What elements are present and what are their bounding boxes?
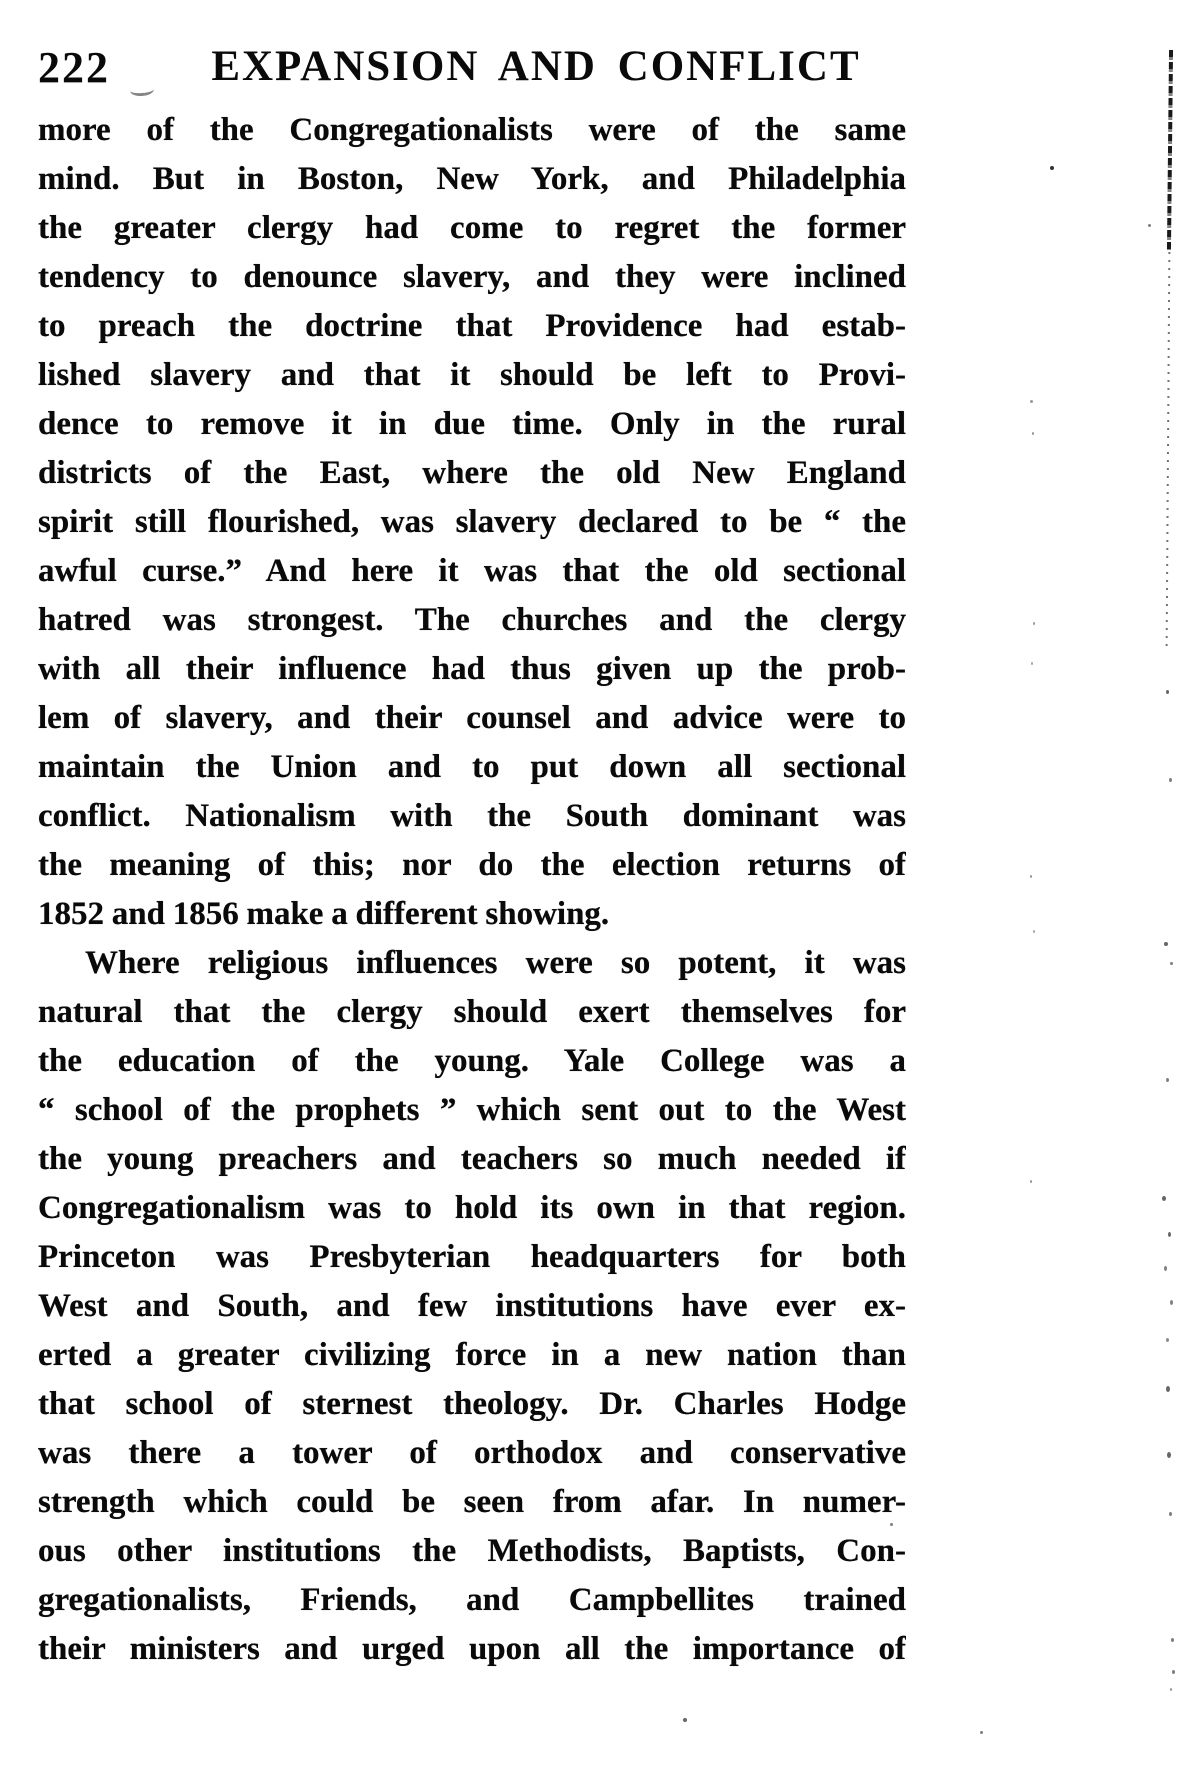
text-line: dence to remove it in due time. Only in the rural bbox=[38, 406, 906, 442]
scan-streak bbox=[1166, 252, 1171, 647]
scan-speck bbox=[1162, 1196, 1166, 1201]
scan-speck bbox=[1030, 400, 1033, 403]
scan-speck bbox=[1166, 1386, 1170, 1392]
text-line: hatred was strongest. The churches and the clergy bbox=[38, 602, 906, 638]
text-block bbox=[38, 106, 906, 1674]
text-line: their ministers and urged upon all the importance of bbox=[38, 1631, 906, 1667]
text-line: the meaning of this; nor do the election returns of bbox=[38, 847, 906, 883]
text-line: was there a tower of orthodox and conservative bbox=[38, 1435, 906, 1471]
scan-speck bbox=[1170, 1688, 1172, 1691]
text-line: lished slavery and that it should be left to Provi- bbox=[38, 357, 906, 393]
scan-smudge bbox=[130, 83, 155, 97]
text-line: the education of the young. Yale College was a bbox=[38, 1043, 906, 1079]
text-line: Princeton was Presbyterian headquarters for both bbox=[38, 1239, 906, 1275]
text-line: conflict. Nationalism with the South dominant was bbox=[38, 798, 906, 834]
scan-speck bbox=[1169, 778, 1172, 782]
text-line: maintain the Union and to put down all sectional bbox=[38, 749, 906, 785]
page-title: EXPANSION AND CONFLICT bbox=[211, 43, 861, 90]
text-line: spirit still flourished, was slavery declared to be “ the bbox=[38, 504, 906, 540]
scan-speck bbox=[1033, 622, 1035, 625]
scan-streak bbox=[1167, 50, 1173, 250]
text-line: more of the Congregationalists were of the same bbox=[38, 112, 906, 148]
paragraph bbox=[38, 939, 906, 1674]
text-line: to preach the doctrine that Providence had estab- bbox=[38, 308, 906, 344]
scan-speck bbox=[1170, 1300, 1173, 1305]
text-line: ous other institutions the Methodists, Baptists, Con- bbox=[38, 1533, 906, 1569]
scan-speck bbox=[683, 1718, 687, 1722]
scan-speck bbox=[1148, 224, 1151, 227]
text-line: districts of the East, where the old New England bbox=[38, 455, 906, 491]
text-line: “ school of the prophets ” which sent out to the West bbox=[38, 1092, 906, 1128]
text-line: Congregationalism was to hold its own in that region. bbox=[38, 1190, 906, 1226]
paragraph bbox=[38, 106, 906, 939]
scan-speck bbox=[1032, 432, 1034, 435]
scan-speck bbox=[980, 1731, 983, 1734]
text-line: strength which could be seen from afar. In numer- bbox=[38, 1484, 906, 1520]
scan-speck bbox=[1168, 1232, 1171, 1237]
text-line: natural that the clergy should exert themselves for bbox=[38, 994, 906, 1030]
text-line: West and South, and few institutions have ever ex- bbox=[38, 1288, 906, 1324]
text-line: the young preachers and teachers so much needed if bbox=[38, 1141, 906, 1177]
text-line: lem of slavery, and their counsel and advice were to bbox=[38, 700, 906, 736]
text-line: the greater clergy had come to regret the former bbox=[38, 210, 906, 246]
page-number: 222 bbox=[38, 43, 110, 92]
text-line: mind. But in Boston, New York, and Philadelphia bbox=[38, 161, 906, 197]
scan-speck bbox=[1031, 662, 1033, 665]
text-line: gregationalists, Friends, and Campbellites trained bbox=[38, 1582, 906, 1618]
scan-speck bbox=[1164, 942, 1168, 946]
scan-speck bbox=[1170, 962, 1173, 965]
text-line: Where religious influences were so potent, it was bbox=[85, 945, 906, 981]
scan-speck bbox=[1169, 1512, 1172, 1516]
scan-speck bbox=[1030, 1180, 1032, 1183]
text-line: tendency to denounce slavery, and they were inclined bbox=[38, 259, 906, 295]
page-header bbox=[38, 42, 906, 94]
scan-speck bbox=[1033, 930, 1035, 933]
text-line: 1852 and 1856 make a different showing. bbox=[38, 896, 610, 932]
scan-speck bbox=[1167, 1452, 1171, 1458]
scan-speck bbox=[1166, 1338, 1169, 1342]
text-line: erted a greater civilizing force in a new nation than bbox=[38, 1337, 906, 1373]
scan-speck bbox=[1164, 1266, 1167, 1271]
scan-speck bbox=[1050, 166, 1054, 170]
scan-speck bbox=[1166, 1078, 1169, 1082]
scan-speck bbox=[1166, 690, 1169, 694]
scan-speck bbox=[890, 1523, 893, 1526]
text-line: that school of sternest theology. Dr. Charles Hodge bbox=[38, 1386, 906, 1422]
scan-speck bbox=[1030, 875, 1032, 878]
scan-speck bbox=[1172, 1670, 1175, 1674]
text-line: with all their influence had thus given up the prob- bbox=[38, 651, 906, 687]
text-line: awful curse.” And here it was that the old sectional bbox=[38, 553, 906, 589]
scan-speck bbox=[1171, 1638, 1174, 1642]
